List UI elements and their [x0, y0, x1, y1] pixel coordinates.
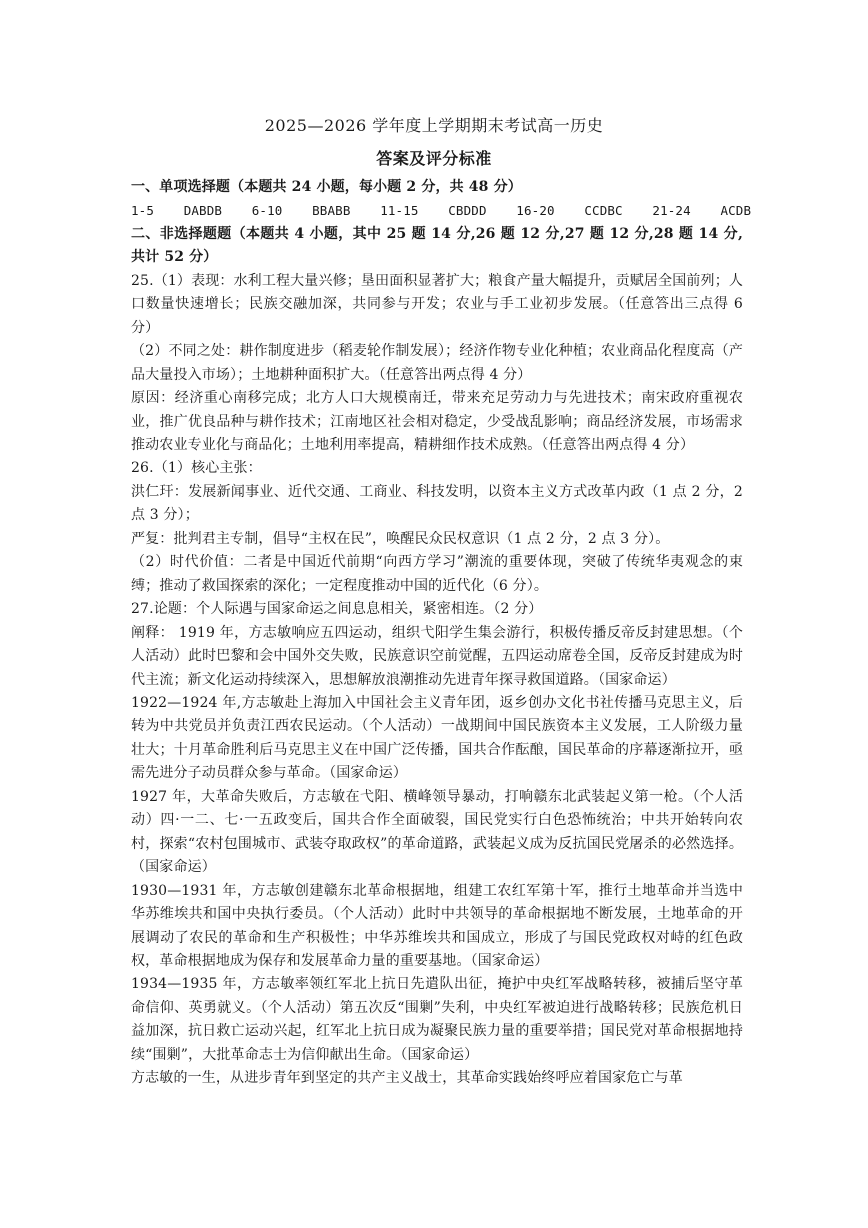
- answer-paragraph: （2）时代价值：二者是中国近代前期“向西方学习”潮流的重要体现，突破了传统华夷观念的束缚；推动了救国探索的深化；一定程度推动中国的近代化（6 分）。: [131, 554, 743, 594]
- answer-paragraph: 26.（1）核心主张：: [131, 460, 262, 477]
- answer-paragraph: 原因：经济重心南移完成；北方人口大规模南迁，带来充足劳动力与先进技术；南宋政府重视农业，推广优良品种与耕作技术；江南地区社会相对稳定，少受战乱影响；商品经济发展，市场需求推动农业专业化与商品化；土地利用率提高，精耕细作技术成熟。（任意答出两点得 4 分）: [131, 390, 743, 453]
- answer-paragraph: 1927 年，大革命失败后，方志敏在弋阳、横峰领导暴动，打响赣东北武装起义第一枪。（个人活动）四·一二、七·一五政变后，国共合作全面破裂，国民党实行白色恐怖统治；中共开始转向农村，探索“农村包围城市、武装夺取政权”的革命道路，武装起义成为反抗国民党屠杀的必然选择。（国家命运）: [131, 788, 743, 876]
- answer-paragraph: 27.论题：个人际遇与国家命运之间息息相关，紧密相连。（2 分）: [131, 601, 543, 618]
- answer-paragraph: 1934—1935 年，方志敏率领红军北上抗日先遣队出征，掩护中央红军战略转移，被捕后坚守革命信仰、英勇就义。（个人活动）第五次反“围剿”失利，中央红军被迫进行战略转移；民族危机日益加深，抗日救亡运动兴起，红军北上抗日成为凝聚民族力量的重要举措；国民党对革命根据地持续“围剿”，大批革命志士为信仰献出生命。（国家命运）: [131, 976, 743, 1063]
- choice-answer-key: 1-5 DABDB 6-10 BBABB 11-15 CBDDD 16-20 CCDBC 21-24 ACDB: [131, 203, 752, 219]
- section-heading: 二、非选择题题（本题共 4 小题，其中 25 题 14 分,26 题 12 分,27 题 12 分,28 题 14 分,共计 52 分）: [131, 225, 743, 266]
- answer-paragraph: 严复：批判君主专制，倡导“主权在民”，唤醒民众民权意识（1 点 2 分，2 点 3 分）。: [131, 530, 670, 547]
- answer-paragraph: 1922—1924 年,方志敏赴上海加入中国社会主义青年团，返乡创办文化书社传播马克思主义，后转为中共党员并负责江西农民运动。（个人活动）一战期间中国民族资本主义发展，工人阶级力量壮大；十月革命胜利后马克思主义在中国广泛传播，国共合作酝酿，国民革命的序幕逐渐拉开，亟需先进分子动员群众参与革命。（国家命运）: [131, 694, 743, 782]
- section-heading: 一、单项选择题（本题共 24 小题，每小题 2 分，共 48 分）: [131, 179, 522, 195]
- document-title: 2025—2026 学年度上学期期末考试高一历史: [264, 116, 604, 135]
- answer-content: [131, 176, 752, 1091]
- answer-paragraph: 方志敏的一生，从进步青年到坚定的共产主义战士，其革命实践始终呼应着国家危亡与革: [131, 1070, 683, 1087]
- answer-paragraph: 阐释： 1919 年，方志敏响应五四运动，组织弋阳学生集会游行，积极传播反帝反封建思想。（个人活动）此时巴黎和会中国外交失败，民族意识空前觉醒，五四运动席卷全国，反帝反封建成为时代主流；新文化运动持续深入，思想解放浪潮推动先进青年探寻救国道路。（国家命运）: [131, 624, 743, 688]
- document-subtitle: 答案及评分标准: [376, 149, 492, 168]
- answer-paragraph: 1930—1931 年，方志敏创建赣东北革命根据地，组建工农红军第十军，推行土地革命并当选中华苏维埃共和国中央执行委员。（个人活动）此时中共领导的革命根据地不断发展，土地革命的开展调动了农民的革命和生产积极性；中华苏维埃共和国成立，形成了与国民党政权对峙的红色政权，革命根据地成为保存和发展革命力量的重要基地。（国家命运）: [131, 882, 743, 969]
- answer-paragraph: （2）不同之处：耕作制度进步（稻麦轮作制发展）；经济作物专业化种植；农业商品化程度高（产品大量投入市场）；土地耕种面积扩大。（任意答出两点得 4 分）: [131, 343, 743, 383]
- answer-paragraph: 25.（1）表现：水利工程大量兴修；垦田面积显著扩大；粮食产量大幅提升，贡赋居全国前列；人口数量快速增长；民族交融加深，共同参与开发；农业与手工业初步发展。（任意答出三点得 6 分）: [131, 272, 743, 336]
- answer-paragraph: 洪仁玕：发展新闻事业、近代交通、工商业、科技发明，以资本主义方式改革内政（1 点 2 分，2 点 3 分）；: [131, 483, 743, 524]
